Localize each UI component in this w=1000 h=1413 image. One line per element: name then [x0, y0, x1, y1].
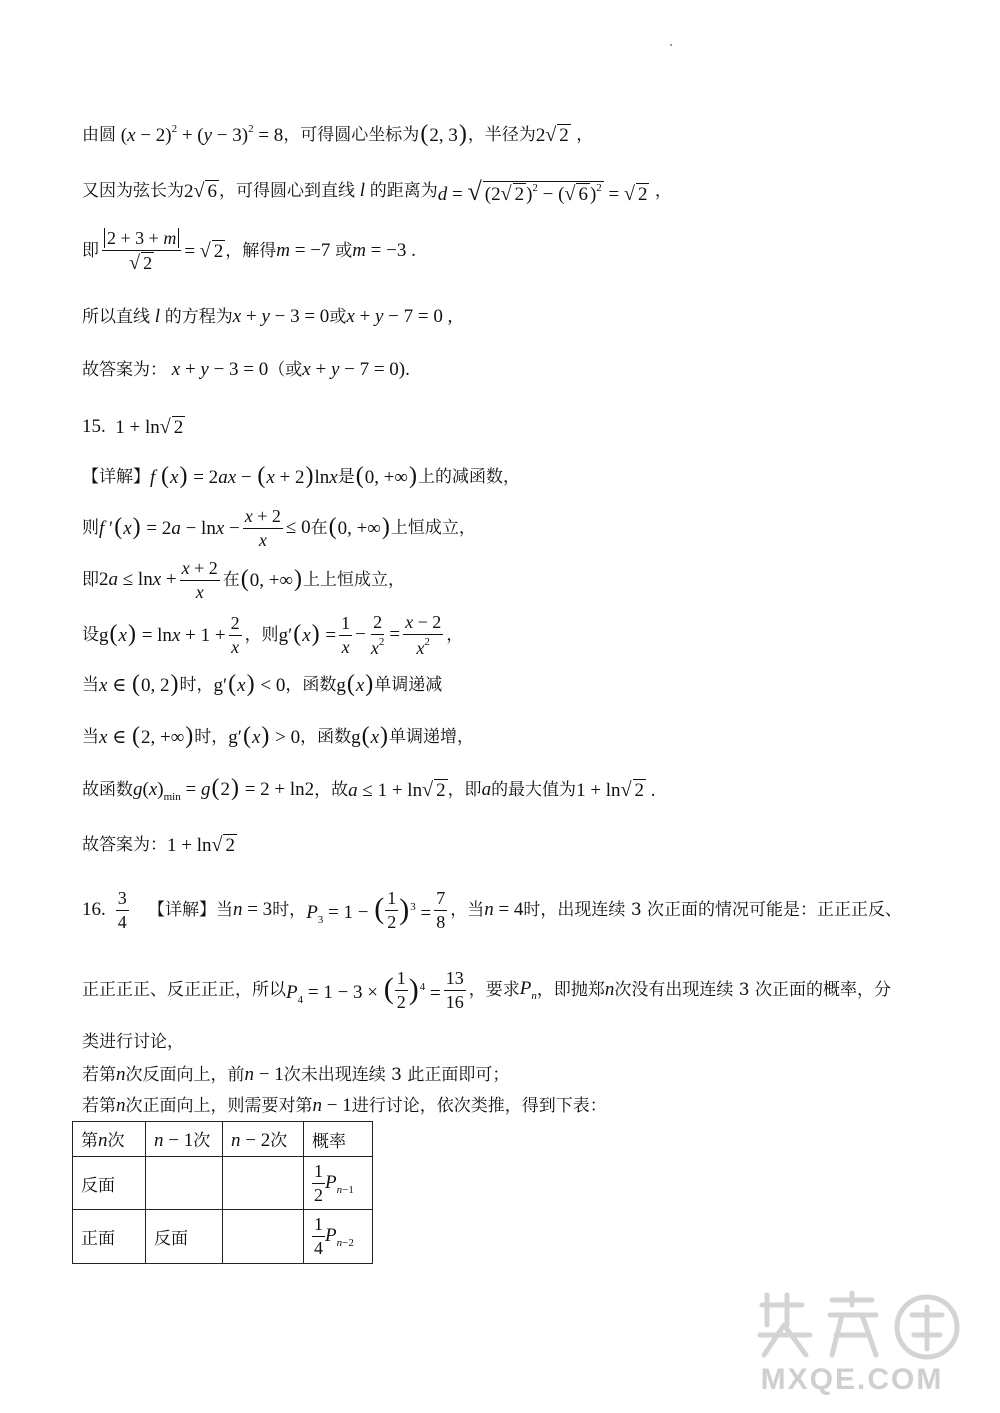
text: 时， [272, 899, 307, 920]
page-dot [670, 44, 672, 46]
text: 在 [310, 517, 328, 538]
q15-header: 15. 1 + ln√ 2 [82, 416, 184, 438]
text: ，可得圆心坐标为 [283, 124, 420, 145]
probability-table [72, 1121, 373, 1264]
text: 即 [82, 241, 99, 262]
q15-line2: 则 f ′(x) = 2a − lnx − $\frac{x + 2}{x}$ ≤ 0 在 (0, +∞) 上恒成立， [82, 506, 476, 550]
q15-line5: 当 x ∈ (0, 2) 时， g′(x) < 0 ，函数 g(x) 单调递减 [82, 671, 443, 697]
watermark-glyphs [760, 1293, 957, 1357]
text: 故函数 [82, 779, 133, 800]
text: 次反面向上，前 [125, 1065, 245, 1086]
text: 次没有出现连续 3 次正面的概率，分 [614, 979, 891, 1000]
table-cell: 反面 [73, 1157, 146, 1210]
text: 正正正正、反正正正，所以 [82, 979, 286, 1000]
text: 所以直线 [82, 307, 150, 328]
text: 若第 [82, 1096, 116, 1117]
text: 故答案为： [82, 835, 167, 856]
table-row [73, 1210, 373, 1263]
text: 【详解】 [82, 466, 150, 487]
text: ，要求 [468, 979, 520, 1000]
q15-answer: 故答案为： 1 + ln√ 2 [82, 834, 235, 856]
text: ，解得 [225, 241, 277, 262]
line-circle-equation: 由圆 $(x - 2)^2 + (y - 3)^2 = 8$ ，可得圆心坐标为 (2, 3) ，半径为 2√ 2 ， [82, 121, 594, 147]
line-line-equation: 所以直线 l 的方程为 x + y − 3 = 0 或 x + y − 7 = 0 , [82, 306, 453, 328]
question-number: 16. [82, 898, 106, 920]
table-cell [146, 1157, 223, 1210]
line-answer-14: 故答案为： x + y − 3 = 0 （或 x + y − 7 = 0). [82, 359, 410, 381]
text: 故答案为： [82, 360, 167, 381]
q15-line3: 即 2a ≤ lnx + $\frac{x + 2}{x}$ 在 (0, +∞) 上上恒成立， [82, 558, 406, 602]
text: 上恒成立， [390, 517, 476, 538]
header-cell: 第n次 [73, 1122, 146, 1157]
text: 单调递增， [389, 726, 475, 747]
text: 又因为弦长为 [82, 181, 184, 202]
text: 或 [329, 307, 347, 328]
text: 次正面向上，则需要对第 [125, 1096, 313, 1117]
text: 【详解】当 [147, 899, 233, 920]
text: ，即抛郑 [536, 979, 605, 1000]
text: 是 [337, 466, 355, 487]
table-cell: $\frac{1}{2}$ $P_{n-1}$ [304, 1157, 373, 1210]
q16-line4: 若第 n 次反面向上，前 n − 1 次未出现连续 3 此正面即可； [82, 1064, 510, 1086]
question-number: 15. [82, 416, 106, 437]
q16-line1: 16. $\frac{3}{4}$ 【详解】当 n = 3 时， $P_3 = 1$ − ( $\frac{1}{2}$ )$^3$ = $\frac{7}{8}$ ，当 n = 4 时，出现连续 3 次正面的情况可能是：正正正反、 [82, 888, 903, 932]
text: （或 [268, 360, 303, 381]
q15-line4: 设 g(x) = lnx + 1 + $\frac{2}{x}$ ，则 g′(x) = $\frac{1}{x}$ − $\frac{2}{x^2}$ = $\frac{x - 2}{x^2}$ ， [82, 612, 464, 658]
line-chord-distance: 又因为弦长为 2√ 6 ，可得圆心到直线 l 的距离为 d = √ (2√ 2 )$^2$ − (√ 6 )$^2$ = √ 2 ， [82, 177, 672, 206]
text: 即 [82, 569, 99, 590]
q15-line1: 【详解】 f (x) = 2ax − (x + 2)lnx 是 (0, +∞) 上的减函数， [82, 463, 520, 489]
table-header-row [73, 1122, 373, 1157]
q16-line2: 正正正正、反正正正，所以 $P_4 = 1 - 3$ × ( $\frac{1}{2}$ )$^4$ = $\frac{13}{16}$ ，要求 $P_n$ ，即抛郑 n 次没有出现连续 3 次正面的概率，分 [82, 968, 891, 1012]
text: ，则 [244, 624, 279, 645]
table-cell: $\frac{1}{4}$ $P_{n-2}$ [304, 1210, 373, 1263]
header-cell: n − 1次 [146, 1122, 223, 1157]
watermark-text: MXQE.COM [760, 1363, 944, 1395]
table-cell: 反面 [146, 1210, 223, 1263]
watermark-logo [732, 1285, 972, 1395]
table-cell: 正面 [73, 1210, 146, 1263]
table-cell [223, 1210, 304, 1263]
text: ，故 [314, 779, 349, 800]
text: 当 [82, 674, 99, 695]
q16-line3 [82, 1032, 184, 1052]
text: 则 [82, 517, 99, 538]
text: 当 [82, 726, 99, 747]
text: ，当 [450, 899, 485, 920]
table-cell [223, 1157, 304, 1210]
text: ，函数 [285, 674, 337, 695]
text: 进行讨论，依次类推，得到下表： [351, 1096, 607, 1117]
text: 时，出现连续 3 次正面的情况可能是：正正正反、 [523, 899, 903, 920]
text: 的方程为 [164, 307, 233, 328]
text: 上上恒成立， [303, 569, 406, 590]
q15-line7: 故函数 $g(x)_{min} = g(2) = 2 + \ln 2$ ，故 a ≤ 1 + ln√ 2 ，即 a 的最大值为 1 + ln√ 2 . [82, 775, 656, 803]
text: 若第 [82, 1065, 116, 1086]
header-cell: 概率 [304, 1122, 373, 1157]
text: 类进行讨论， [82, 1032, 184, 1052]
text: 的最大值为 [491, 779, 577, 800]
text: 上的减函数， [417, 466, 520, 487]
text: 时， [179, 674, 214, 695]
text: 由圆 [82, 124, 116, 145]
table-row [73, 1157, 373, 1210]
line-solve-m: 即 $\frac{2 + 3 + m}{√ 2}$ = √ 2 ，解得 m = −7 或 m = −3 . [82, 228, 416, 274]
text: 设 [82, 624, 99, 645]
text: ，可得圆心到直线 [218, 181, 355, 202]
q15-line6: 当 x ∈ (2, +∞) 时， g′(x) > 0 ，函数 g(x) 单调递增， [82, 723, 475, 749]
text: ，半径为 [467, 124, 536, 145]
q16-line5: 若第 n 次正面向上，则需要对第 n − 1 进行讨论，依次类推，得到下表： [82, 1095, 607, 1117]
text: 或 [335, 241, 353, 262]
text: ，即 [447, 779, 482, 800]
text: 的距离为 [369, 181, 438, 202]
text: ，函数 [300, 726, 352, 747]
text: 时， [194, 726, 229, 747]
header-cell: n − 2次 [223, 1122, 304, 1157]
text: 单调递减 [374, 674, 443, 695]
text: 在 [222, 569, 240, 590]
text: 次未出现连续 3 此正面即可； [283, 1065, 510, 1086]
